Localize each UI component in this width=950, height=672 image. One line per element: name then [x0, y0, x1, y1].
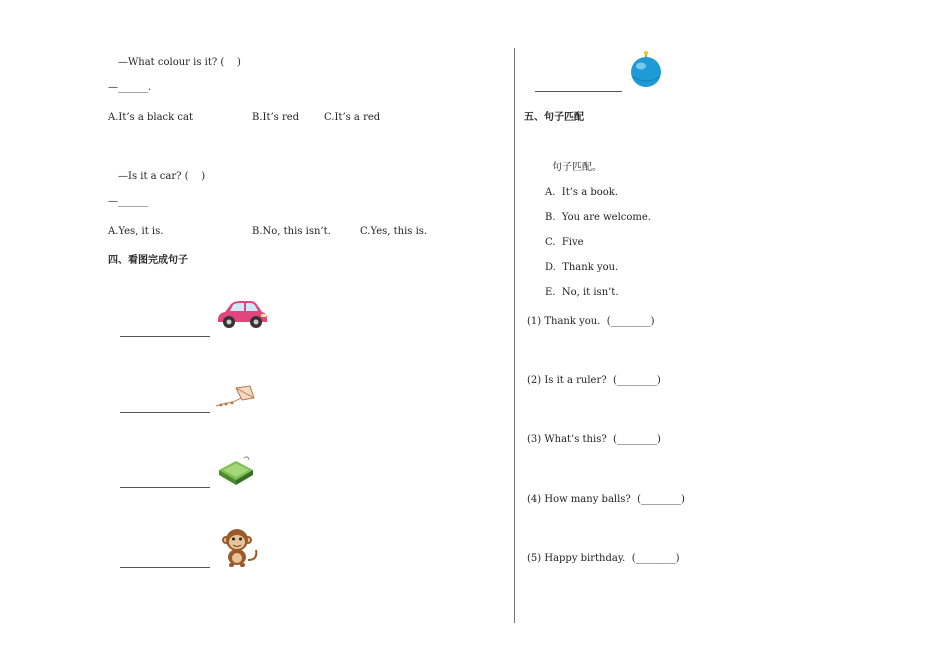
- answer-line-car[interactable]: [120, 336, 210, 337]
- match-question-2[interactable]: (2) Is it a ruler? (________): [527, 375, 661, 386]
- q2-answer: —______: [108, 196, 148, 207]
- section5-instruction: 句子匹配。: [552, 162, 602, 173]
- q1-option-a: A.It’s a black cat: [108, 112, 193, 123]
- answer-line-book[interactable]: [120, 487, 210, 488]
- car-icon: [214, 298, 270, 330]
- q2-option-b: B.No, this isn’t.: [252, 226, 331, 237]
- q2-question: —Is it a car? ( ): [118, 171, 206, 182]
- kite-icon: [214, 384, 258, 412]
- match-question-4[interactable]: (4) How many balls? (________): [527, 494, 685, 505]
- answer-line-ball[interactable]: [535, 91, 622, 92]
- q1-question: —What colour is it? ( ): [118, 57, 241, 68]
- ball-icon: [628, 48, 664, 90]
- match-question-3[interactable]: (3) What’s this? (________): [527, 434, 661, 445]
- match-option-a: A. It’s a book.: [545, 187, 619, 198]
- match-question-1[interactable]: (1) Thank you. (________): [527, 316, 655, 327]
- q1-answer: —______.: [108, 82, 152, 93]
- match-option-d: D. Thank you.: [545, 262, 619, 273]
- answer-line-monkey[interactable]: [120, 567, 210, 568]
- match-option-e: E. No, it isn’t.: [545, 287, 619, 298]
- match-option-b: B. You are welcome.: [545, 212, 651, 223]
- match-question-5[interactable]: (5) Happy birthday. (________): [527, 553, 680, 564]
- match-option-c: C. Five: [545, 237, 584, 248]
- book-icon: [216, 452, 256, 488]
- section4-title: 四、看图完成句子: [108, 255, 188, 266]
- monkey-icon: [218, 526, 260, 568]
- q2-option-c: C.Yes, this is.: [360, 226, 428, 237]
- q2-option-a: A.Yes, it is.: [108, 226, 164, 237]
- column-divider: [514, 48, 515, 623]
- answer-line-kite[interactable]: [120, 412, 210, 413]
- q1-option-b: B.It’s red: [252, 112, 300, 123]
- section5-title: 五、句子匹配: [524, 112, 584, 123]
- q1-option-c: C.It’s a red: [324, 112, 381, 123]
